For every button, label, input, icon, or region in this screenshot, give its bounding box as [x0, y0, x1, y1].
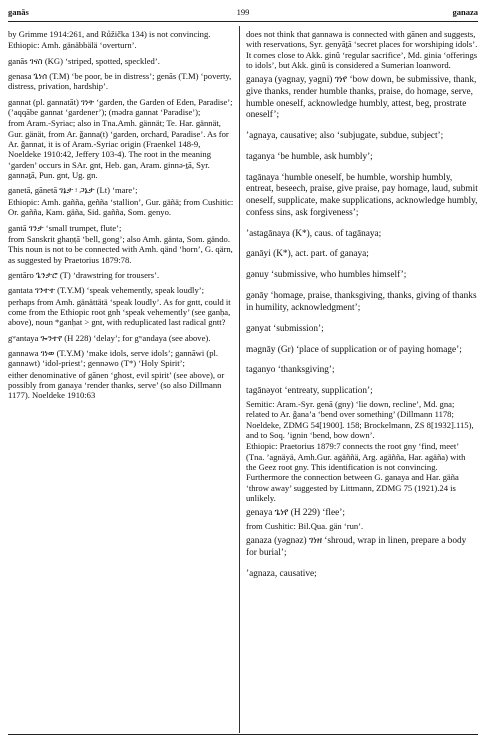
entry-note: from Aram.-Syriac; also in Tna.Amh. gännät; Te. Har. gännät, Gur. gänät, from Ar. ǧanna(t) ‘garden, orchard, Paradise’. As for Ar. ǧannat, it is of Aram.-Syriac origin (Fraenkel 148-9, Noeldeke 1910:42, Jeffery 103-4). The root in the meaning ‘garden’ occurs in SAr. gnt, Heb. gan, Aram. ginnə-ṯā, Syr. gannəṯā, Pun. gnt, Ug. gn.: [8, 118, 229, 181]
entry-headword: gannawa ገነወ (T.Y.M) ‘make idols, serve idols’; gannāwi (pl. gannawt) ‘idol-priest’; gennəwo (T*) ‘Holy Spirit’;: [8, 347, 219, 369]
running-header: [8, 7, 478, 19]
entry-headword: gʷantaya ጐንተየ (H 228) ‘delay’; for gʷandaya (see above).: [8, 332, 211, 343]
entry-note: Ethiopic: Amh. gañña, geñña ‘stallion’, Gur. gäñä; from Cushitic: Or. gañña, Kam. gäña, Sid. gañña, Som. genyo.: [8, 196, 234, 218]
left-column: [8, 28, 234, 401]
entry-note: Semitic: Aram.-Syr. genā (gny) ‘lie down, recline’, Md. gna; related to Ar. ǧanaʼa ‘bend over something’ (Dillmann 1178; Noeldeke, ZDMG 54[1900]. 158; Brockelmann, ZS 8[1932].115), and to Soq. ʼignin ‘bend, bow down’.: [246, 398, 474, 440]
entry-headword: ganaya (yəgnay, yəgni) ገነየ ‘bow down, be submissive, thank, give thanks, render humble thanks, praise, do homage, serve, humble oneself, acknowledge humbly, attest, beg, prostrate oneself’;: [246, 75, 477, 121]
page-number: 199: [236, 7, 250, 17]
entry-note: does not think that gannawa is connected with gānen and suggests, with reservations, Syr. genyāṯā ‘secret places for worshiping idols’. It comes close to Akk. ginû ‘regular sacrifice’, Md. ginia ‘offerings to idols’, but Akk. ginû is considered a Sumerian loanword.: [246, 29, 478, 71]
entry-note: either denominative of gānen ‘ghost, evil spirit’ (see above), or possibly from ganaya ‘render thanks, serve’ (so also Dillmann 1177). Noeldeke 1910:63: [8, 369, 225, 401]
entry-headword: ganās ገናስ (KG) ‘striped, spotted, speckled’.: [8, 55, 160, 66]
entry-headword: ganaza (yəgnəz) ገነዘ ‘shroud, wrap in linen, prepare a body for burial’;: [246, 536, 467, 558]
entry-derivative: taganya ‘be humble, ask humbly’;: [246, 151, 373, 162]
entry-note: perhaps from Amh. gänättätä ‘speak loudly’. As for gntt, could it come from the Ethiopic root gnh ‘speak vehemently’ (see ganḥa, above), noun *ganḥat > gnt, with reduplicated last radical gntt?: [8, 296, 231, 328]
entry-note: from Cushitic: Bil.Qua. gän ‘run’.: [246, 520, 364, 531]
entry-note: Ethiopic: Amh. gänäbbälä ‘overturn’.: [8, 40, 137, 51]
entry-derivative: ʼagnaza, causative;: [246, 568, 317, 579]
entry-derivative: tagānaya ‘humble oneself, be humble, worship humbly, entreat, beseech, praise, give praise, pay homage, laud, submit oneself, supplicate, make supplications, acknowledge humbly, confess sins, ask forgiveness’;: [246, 172, 478, 218]
header-left-guideword: ganās: [8, 7, 29, 17]
entry-derivative: gənyat ‘submission’;: [246, 323, 324, 334]
entry-derivative: ʼastagānaya (K*), caus. of tagānaya;: [246, 228, 382, 239]
entry-headword: gantā ገንታ ‘small trumpet, flute’;: [8, 222, 122, 233]
entry-derivative: ganāyi (K*), act. part. of ganaya;: [246, 249, 369, 260]
entry-headword: gentāro ጌንታሮ (T) ‘drawstring for trousers’.: [8, 269, 160, 280]
entry-derivative: tagānəyot ‘entreaty, supplication’;: [246, 386, 373, 397]
column-divider: [239, 26, 240, 733]
footer-rule: [8, 734, 478, 735]
entry-note: Ethiopic: Praetorius 1879:7 connects the root gny ‘find, meet’ (Tna. ʼagnäyä, Amh.Gur. agäññä, Arg. agäñña, Har. agäña) with the Geez root gny. This identification is not convincing. Furthermore the connection between G. ganaya and Har. gäña ‘throw away’ suggested by Littmann, ZDMG 75 (1921).24 is unlikely.: [246, 441, 466, 504]
entry-headword: gannat (pl. gannatāt) ገነት ‘garden, the Garden of Eden, Paradise’; (ʼaqqābe gannat ‘gardener’); (mədra gannat ‘Paradise’);: [8, 96, 233, 118]
entry-derivative: gənāy ‘homage, praise, thanksgiving, thanks, giving of thanks in humility, acknowledgment’;: [246, 291, 477, 313]
entry-headword: ganetā, gānetā ገኔታ ፡ ጋኔታ (Lt) ‘mare’;: [8, 185, 138, 196]
header-rule: [8, 21, 478, 22]
right-column: [246, 28, 478, 580]
entry-headword: genasa ጌነሰ (T.M) ‘be poor, be in distress’; genās (T.M) ‘poverty, distress, privation, hardship’.: [8, 71, 232, 92]
entry-derivative: gənuy ‘submissive, who humbles himself’;: [246, 270, 407, 281]
entry-note: by Grimme 1914:261, and Růžička 134) is not convincing.: [8, 29, 211, 39]
entry-derivative: məgnāy (Gr) ‘place of supplication or of paying homage’;: [246, 344, 462, 355]
entry-headword: gantata ገንተተ (T.Y.M) ‘speak vehemently, speak loudly’;: [8, 285, 204, 296]
entry-derivative: taganyo ‘thanksgiving’;: [246, 365, 335, 376]
header-right-guideword: ganaza: [452, 7, 478, 17]
entry-headword: genaya ጌነየ (H 229) ‘flee’;: [246, 508, 345, 519]
entry-note: from Sanskrit ghaṇṭā ‘bell, gong’; also Amh. gänta, Som. gändo. This noun is not to be connected with Amh. qänd ‘horn’, G. qärn, as suggested by Praetorius 1879:78.: [8, 233, 233, 265]
entry-derivative: ʼagnaya, causative; also ‘subjugate, subdue, subject’;: [246, 131, 444, 142]
